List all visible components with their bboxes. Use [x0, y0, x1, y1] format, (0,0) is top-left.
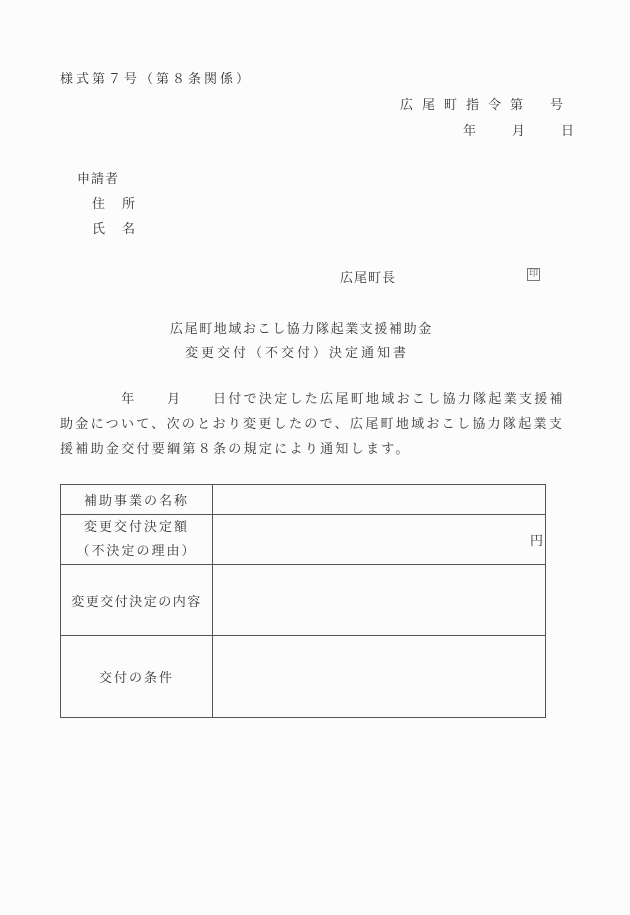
- order-number-prefix: 広尾町指令第: [400, 98, 533, 113]
- table-row: [61, 636, 546, 718]
- change-content-label: 変更交付決定の内容: [61, 565, 213, 636]
- order-number-suffix: 号: [550, 98, 564, 113]
- seal-mark: 印: [528, 269, 538, 279]
- name-label: 氏 名: [92, 222, 138, 237]
- notice-body: [60, 387, 580, 462]
- project-name-label: 補助事業の名称: [61, 485, 213, 515]
- form-number: 様式第７号（第８条関係）: [60, 72, 253, 87]
- body-line: 援補助金交付要綱第８条の規定により通知します。: [60, 442, 411, 457]
- order-number: [400, 94, 563, 113]
- body-line: 助金について、次のとおり変更したので、広尾町地域おこし協力隊起業支: [60, 417, 565, 432]
- issuer-title: 広尾町長: [340, 271, 397, 286]
- changed-amount-label-line2: （不決定の理由）: [76, 543, 197, 559]
- grant-details-table: [60, 484, 546, 718]
- day-label: 日: [561, 124, 577, 139]
- grant-conditions-label: 交付の条件: [61, 636, 213, 718]
- document-title-line1: 広尾町地域おこし協力隊起業支援補助金: [170, 322, 433, 337]
- body-line: 年 月 日付で決定した広尾町地域おこし協力隊起業支援補: [60, 392, 565, 407]
- document-title-line2: 変更交付（不交付）決定通知書: [185, 346, 410, 361]
- issue-date: [463, 120, 576, 139]
- changed-amount-label: [61, 515, 213, 565]
- project-name-value[interactable]: [213, 485, 546, 515]
- year-label: 年: [463, 124, 479, 139]
- changed-amount-label-line1: 変更交付決定額: [83, 519, 189, 535]
- changed-amount-value[interactable]: 円: [213, 515, 546, 565]
- grant-conditions-value[interactable]: [213, 636, 546, 718]
- table-row: [61, 485, 546, 515]
- month-label: 月: [512, 124, 528, 139]
- table-row: [61, 565, 546, 636]
- applicant-label: 申請者: [77, 172, 120, 187]
- table-row: [61, 515, 546, 565]
- address-label: 住 所: [92, 197, 138, 212]
- change-content-value[interactable]: [213, 565, 546, 636]
